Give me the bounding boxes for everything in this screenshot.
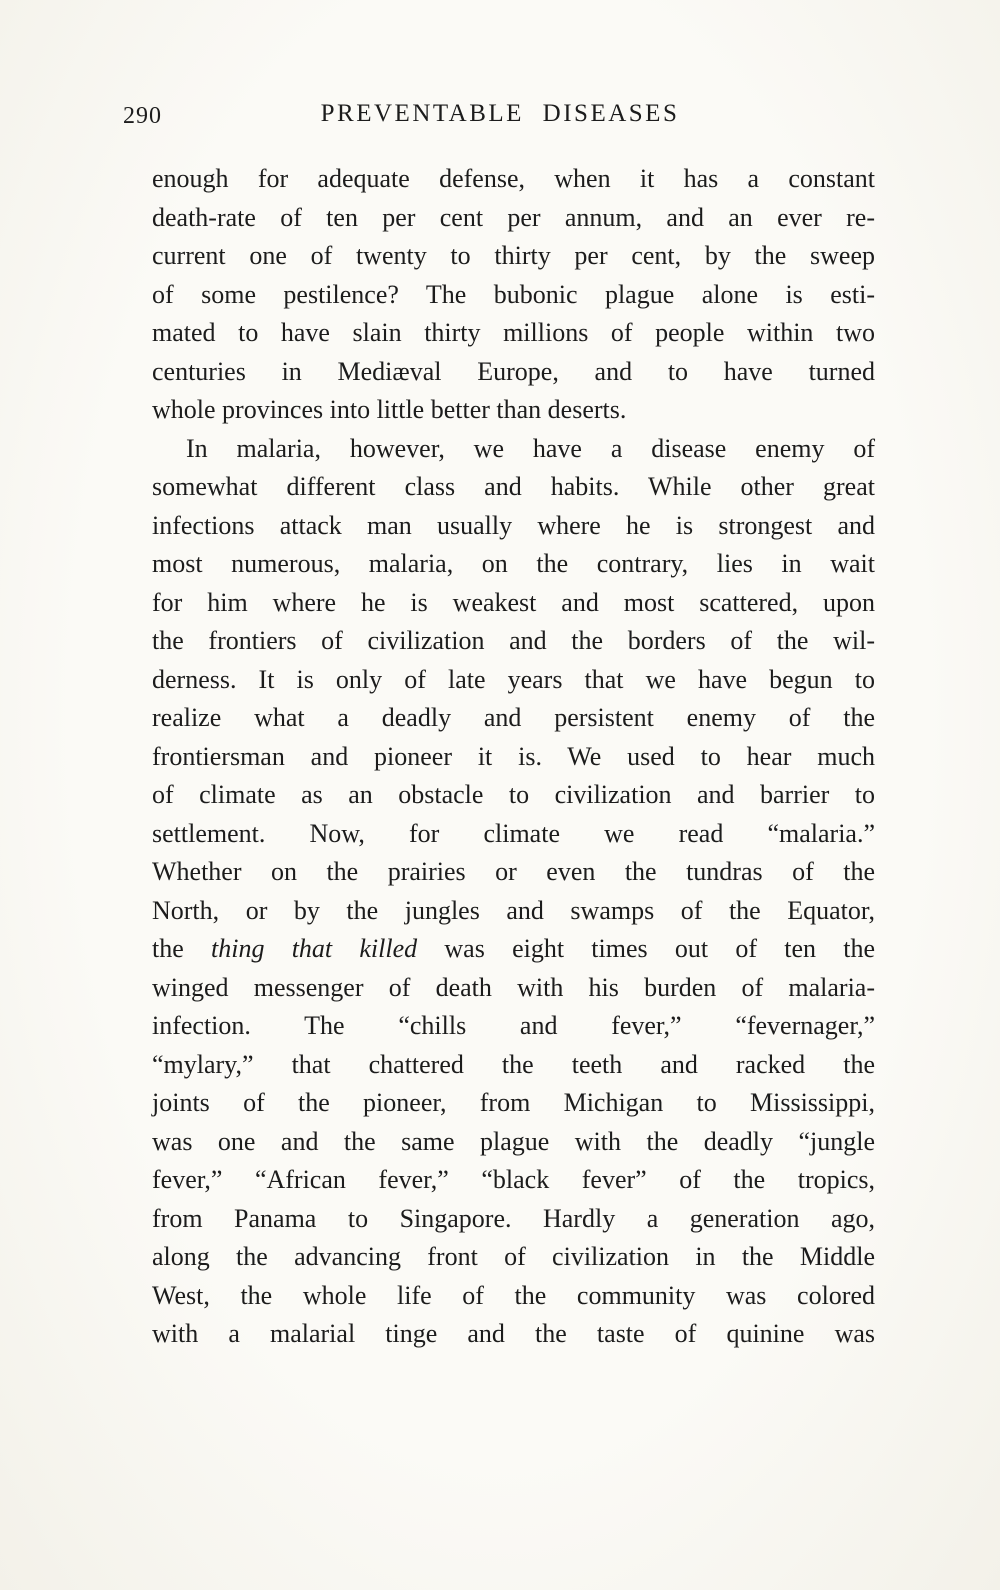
text-line <box>152 391 875 430</box>
text-line <box>152 1315 875 1354</box>
text-segment: derness. It is only of late years that we have begun to <box>152 664 875 694</box>
text-segment: centuries in Mediæval Europe, and to have turned <box>152 356 875 386</box>
running-header: PREVENTABLE DISEASES <box>320 100 680 127</box>
paragraph <box>152 430 875 1354</box>
text-line <box>152 314 875 353</box>
paragraph <box>152 160 875 430</box>
text-line <box>152 1200 875 1239</box>
text-line <box>152 738 875 777</box>
text-line <box>152 853 875 892</box>
text-segment: joints of the pioneer, from Michigan to Mississippi, <box>152 1088 875 1117</box>
text-segment: death-rate of ten per cent per annum, and an ever re- <box>152 202 875 232</box>
text-line <box>152 1277 875 1316</box>
text-line <box>152 276 875 315</box>
text-line <box>152 1007 875 1046</box>
text-line <box>152 892 875 931</box>
text-segment: of some pestilence? The bubonic plague alone is esti- <box>152 279 875 309</box>
text-segment: the <box>152 934 212 963</box>
page-body <box>152 160 875 1354</box>
text-line <box>152 1238 875 1277</box>
text-segment: fever,” “African fever,” “black fever” of the tropics, <box>152 1165 875 1194</box>
text-segment: Whether on the prairies or even the tundras of the <box>152 857 875 886</box>
text-segment: along the advancing front of civilization in the Middle <box>152 1242 875 1271</box>
text-segment: enough for adequate defense, when it has a constant <box>152 164 875 193</box>
text-line <box>152 584 875 623</box>
text-line <box>152 468 875 507</box>
text-segment: “mylary,” that chattered the teeth and racked the <box>152 1049 875 1079</box>
text-line <box>152 160 875 199</box>
text-segment: the frontiers of civilization and the borders of the wil- <box>152 626 875 655</box>
text-line <box>152 545 875 584</box>
text-segment: frontiersman and pioneer it is. We used to hear much <box>152 741 875 771</box>
text-segment: winged messenger of death with his burden of malaria- <box>152 972 875 1002</box>
text-segment: with a malarial tinge and the taste of quinine was <box>152 1319 875 1348</box>
text-segment: of climate as an obstacle to civilization and barrier to <box>152 780 875 809</box>
text-line <box>152 699 875 738</box>
text-line <box>152 1123 875 1162</box>
text-segment: for him where he is weakest and most scattered, upon <box>152 587 875 617</box>
text-line <box>152 430 875 469</box>
text-segment: realize what a deadly and persistent enemy of the <box>152 703 875 732</box>
text-line <box>152 237 875 276</box>
text-line <box>152 353 875 392</box>
text-line <box>152 969 875 1008</box>
text-segment: was eight times out of ten the <box>417 934 876 963</box>
text-line <box>152 1084 875 1123</box>
text-segment: infection. The “chills and fever,” “fevernager,” <box>152 1011 875 1040</box>
text-segment: was one and the same plague with the deadly “jungle <box>152 1126 875 1156</box>
text-segment: somewhat different class and habits. While other great <box>152 472 875 501</box>
text-line <box>152 507 875 546</box>
text-segment: In malaria, however, we have a disease enemy of <box>186 433 875 463</box>
text-segment: infections attack man usually where he is strongest and <box>152 510 875 540</box>
text-segment: current one of twenty to thirty per cent, by the sweep <box>152 241 875 270</box>
text-line <box>152 199 875 238</box>
text-line <box>152 1161 875 1200</box>
text-line <box>152 776 875 815</box>
text-segment: North, or by the jungles and swamps of the Equator, <box>152 895 875 925</box>
text-segment: mated to have slain thirty millions of people within two <box>152 318 875 347</box>
page-number: 290 <box>123 103 162 129</box>
text-segment: from Panama to Singapore. Hardly a generation ago, <box>152 1203 875 1233</box>
text-segment: settlement. Now, for climate we read “malaria.” <box>152 818 875 848</box>
text-line <box>152 661 875 700</box>
text-line <box>152 1046 875 1085</box>
page-header <box>0 100 1000 134</box>
text-segment: most numerous, malaria, on the contrary, lies in wait <box>152 549 875 578</box>
text-line <box>152 815 875 854</box>
text-line <box>152 622 875 661</box>
text-segment: West, the whole life of the community was colored <box>152 1280 875 1310</box>
text-line <box>152 930 875 969</box>
text-segment: whole provinces into little better than deserts. <box>152 395 627 424</box>
italic-text: thing that killed <box>211 934 418 963</box>
